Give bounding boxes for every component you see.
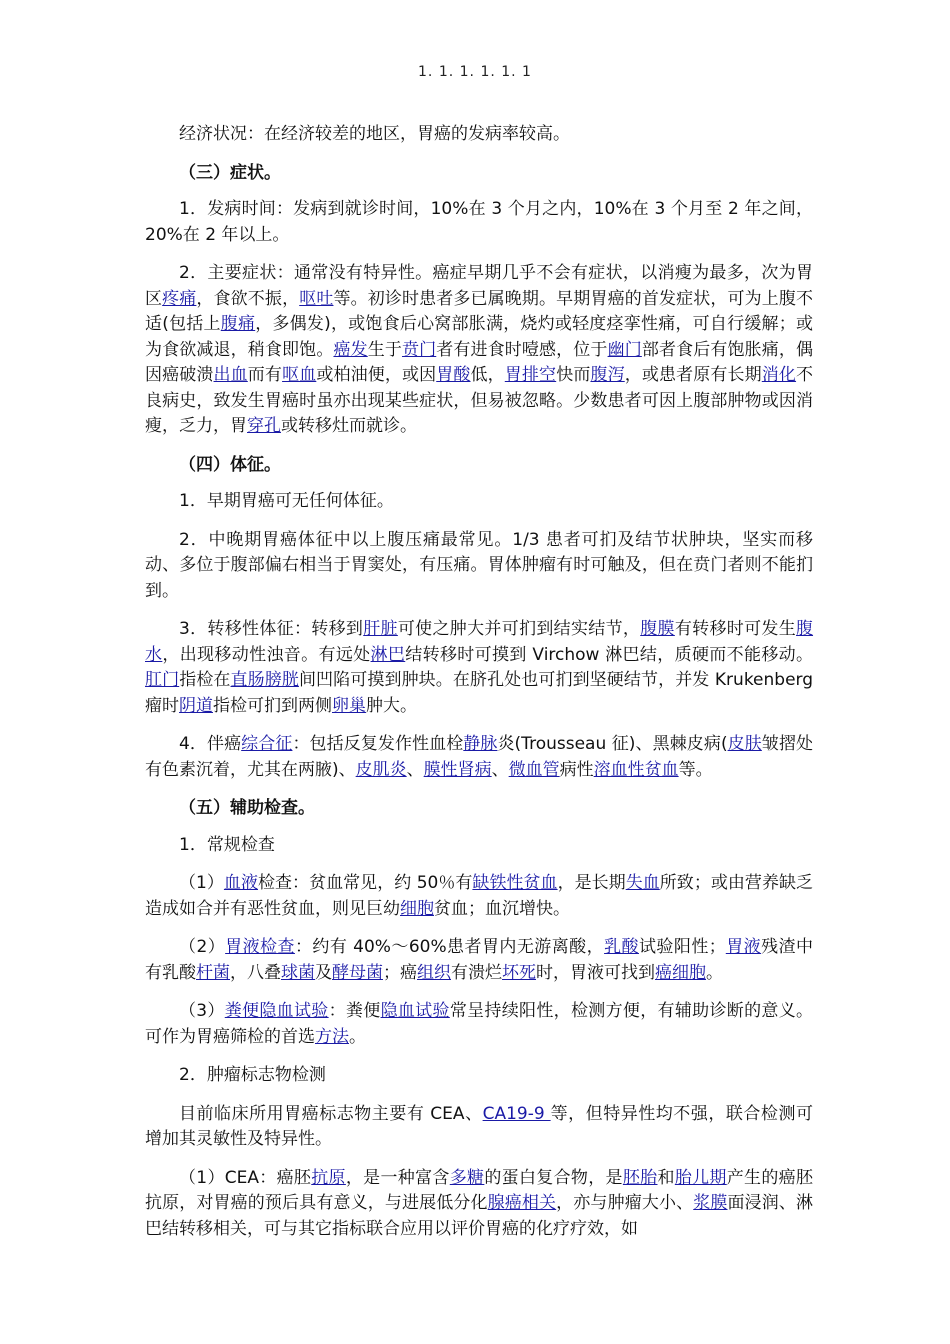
text-run: （3） (179, 1001, 225, 1021)
term-link[interactable]: 出血 (213, 365, 248, 385)
text-run: ，是长期 (557, 873, 626, 893)
term-link[interactable]: 组织 (417, 962, 451, 983)
text-run: 肿大。 (366, 695, 417, 716)
text-run: 试验阳性； (638, 937, 726, 957)
text-run: 或转移灶而就诊。 (281, 416, 417, 436)
text-run: 病性 (559, 759, 594, 780)
text-run: 3．转移性体征：转移到 (179, 619, 364, 639)
text-run: （五）辅助检查。 (179, 798, 315, 818)
term-link[interactable]: 胃液检查 (225, 937, 295, 957)
term-link[interactable]: 酵母菌 (332, 962, 383, 983)
text-run: ，出现移动性浊音。有远处 (162, 644, 371, 665)
term-link[interactable]: 缺铁性贫血 (472, 873, 558, 893)
term-link[interactable]: 抗原 (311, 1167, 346, 1188)
text-run: 时，胃液可找到 (536, 962, 655, 983)
term-link[interactable]: 隐血试验 (380, 1001, 450, 1021)
paragraph (145, 1166, 813, 1243)
term-link[interactable]: 贲门 (401, 339, 437, 360)
text-run: 和 (657, 1167, 675, 1188)
term-link[interactable]: 癌发 (333, 339, 368, 360)
paragraph (145, 122, 813, 148)
section-heading (145, 796, 813, 822)
text-run: 贫血；血沉增快。 (434, 898, 570, 919)
text-run: 、 (406, 759, 424, 780)
text-run: 2．中晚期胃癌体征中以上腹压痛最常见。1/3 患者可扪及结节状肿块，坚实而移动、多位于腹部偏右相当于胃窦处，有压痛。胃体肿瘤有时可触及，但在贲门者则不能扪到。 (145, 529, 813, 601)
text-run: 所致；或由营养缺乏造成如合并有恶性贫血，则见巨幼 (145, 873, 814, 919)
text-run: 指检在 (179, 670, 231, 690)
term-link[interactable]: 浆膜 (693, 1193, 728, 1213)
text-run: 4．伴癌 (179, 734, 242, 754)
term-link[interactable]: 胚胎 (622, 1167, 658, 1188)
text-run: 而有 (247, 365, 283, 385)
text-run: （2） (179, 937, 226, 957)
text-run: 1．常规检查 (179, 834, 275, 855)
text-run: 者有进食时噎感，位于 (436, 339, 608, 360)
term-link[interactable]: 卵巢 (332, 695, 366, 716)
text-run: 。 (349, 1026, 366, 1047)
text-run: （1）CEA：癌胚 (179, 1167, 312, 1188)
term-link[interactable]: CA19-9 (482, 1103, 551, 1124)
term-link[interactable]: 胃液 (725, 937, 762, 957)
text-run: ，或患者原有长期 (624, 365, 762, 385)
text-run: 1．早期胃癌可无任何体征。 (179, 491, 394, 511)
term-link[interactable]: 粪便隐血试验 (224, 1001, 329, 1021)
text-run: ：约有 40%～60%患者胃内无游离酸， (294, 937, 605, 957)
term-link[interactable]: 球菌 (281, 962, 315, 983)
text-run: 2．肿瘤标志物检测 (179, 1065, 326, 1085)
term-link[interactable]: 肛门 (145, 670, 180, 690)
paragraph (145, 617, 813, 719)
text-run: 残渣中有乳酸 (145, 937, 814, 983)
document-body (145, 122, 813, 1255)
text-run: 1．发病时间：发病到就诊时间，10%在 3 个月之内，10%在 3 个月至 2 年之间，20%在 2 年以上。 (145, 199, 813, 245)
text-run: 、 (491, 759, 509, 780)
text-run: （1） (179, 873, 224, 893)
text-run: 等，但特异性均不强，联合检测可增加其灵敏性及特异性。 (145, 1103, 813, 1149)
term-link[interactable]: 直肠膀胱 (230, 670, 299, 690)
term-link[interactable]: 阴道 (179, 695, 213, 716)
paragraph (145, 528, 813, 605)
text-run: 快而 (556, 365, 591, 385)
text-run: 指检可扪到两侧 (213, 695, 332, 716)
term-link[interactable]: 呕血 (282, 365, 317, 385)
term-link[interactable]: 皮肤 (727, 734, 762, 754)
text-run: 2．主要症状：通常没有特异性。癌症早期几乎不会有症状，以消瘦为最多，次为胃区 (145, 263, 813, 309)
term-link[interactable]: 静脉 (463, 734, 498, 754)
term-link[interactable]: 细胞 (400, 898, 434, 919)
term-link[interactable]: 癌细胞 (655, 962, 706, 983)
term-link[interactable]: 腹水 (145, 619, 814, 665)
text-run: ，亦与肿瘤大小、 (556, 1193, 694, 1213)
term-link[interactable]: 坏死 (502, 962, 536, 983)
text-run: 不良病史，致发生胃癌时虽亦出现某些症状，但易被忽略。少数患者可因上腹部肿物或因消瘦，乏力，胃 (145, 365, 814, 436)
term-link[interactable]: 呕吐 (299, 288, 334, 309)
term-link[interactable]: 综合征 (241, 734, 293, 754)
text-run: 炎(Trousseau 征)、黑棘皮病( (497, 734, 728, 754)
text-run: 及 (315, 962, 332, 983)
text-run: 部者食后有饱胀痛，偶因癌破溃 (145, 339, 814, 385)
text-run: ，多偶发)，或饱食后心窝部胀满，烧灼或轻度痉挛性痛，可自行缓解；或为食欲减退，稍食即饱。 (145, 314, 813, 360)
section-heading (145, 161, 813, 187)
term-link[interactable]: 腹泻 (590, 365, 625, 385)
text-run: 等。初诊时患者多已属晚期。早期胃癌的首发症状，可为上腹不适(包括上 (145, 288, 814, 334)
paragraph (145, 489, 813, 515)
text-run: 经济状况：在经济较差的地区，胃癌的发病率较高。 (179, 124, 570, 144)
paragraph (145, 732, 813, 783)
text-run: 的蛋白复合物，是 (484, 1167, 623, 1188)
paragraph (145, 833, 813, 859)
text-run: 有转移时可发生 (674, 619, 797, 639)
term-link[interactable]: 失血 (625, 873, 660, 893)
text-run: ，八叠 (230, 962, 281, 983)
term-link[interactable]: 杆菌 (196, 962, 230, 983)
term-link[interactable]: 胃排空 (504, 365, 557, 385)
text-run: 常呈持续阳性，检测方便，有辅助诊断的意义。可作为胃癌筛检的首选 (145, 1001, 814, 1047)
text-run: （三）症状。 (179, 162, 281, 183)
paragraph (145, 871, 813, 922)
paragraph (145, 1102, 813, 1153)
text-run: 目前临床所用胃癌标志物主要有 CEA、 (179, 1103, 483, 1124)
text-run: ：粪便 (328, 1001, 381, 1021)
paragraph (145, 935, 813, 986)
text-run: 低， (470, 365, 505, 385)
term-link[interactable]: 多糖 (449, 1167, 485, 1188)
text-run: 生于 (367, 339, 402, 360)
text-run: ，食欲不振， (196, 288, 300, 309)
term-link[interactable]: 幽门 (607, 339, 642, 360)
term-link[interactable]: 腹痛 (220, 314, 256, 334)
term-link[interactable]: 肝脏 (363, 619, 398, 639)
term-link[interactable]: 疼痛 (162, 288, 197, 309)
term-link[interactable]: 溶血性贫血 (593, 759, 679, 780)
text-run: ；癌 (383, 962, 417, 983)
text-run: 可使之肿大并可扪到结实结节， (397, 619, 641, 639)
text-run: 间凹陷可摸到肿块。在脐孔处也可扪到坚硬结节，并发 Krukenberg 瘤时 (145, 670, 814, 716)
text-run: ，是一种富含 (345, 1167, 450, 1188)
text-run: 有溃烂 (451, 962, 502, 983)
term-link[interactable]: 淋巴 (370, 644, 406, 665)
text-run: 皱摺处有色素沉着，尤其在两腋)、 (145, 734, 814, 780)
term-link[interactable]: 微血管 (508, 759, 560, 780)
paragraph (145, 999, 813, 1050)
page-header: 1. 1. 1. 1. 1. 1 (418, 64, 532, 80)
term-link[interactable]: 腺癌相关 (487, 1193, 557, 1213)
text-run: 产生的癌胚抗原，对胃癌的预后具有意义，与进展低分化 (145, 1167, 813, 1213)
term-link[interactable]: 胎儿期 (674, 1167, 727, 1188)
term-link[interactable]: 方法 (315, 1026, 349, 1047)
text-run: ：包括反复发作性血栓 (292, 734, 464, 754)
term-link[interactable]: 皮肌炎 (355, 759, 407, 780)
term-link[interactable]: 血液 (223, 873, 258, 893)
paragraph (145, 197, 813, 248)
text-run: 检查：贫血常见，约 50％有 (257, 873, 473, 893)
term-link[interactable]: 胃酸 (436, 365, 471, 385)
text-run: 或柏油便，或因 (316, 365, 437, 385)
term-link[interactable]: 穿孔 (247, 416, 281, 436)
text-run: 结转移时可摸到 Virchow 淋巴结，质硬而不能移动。 (405, 644, 814, 665)
term-link[interactable]: 腹膜 (640, 619, 675, 639)
section-heading (145, 453, 813, 479)
text-run: 等。 (678, 759, 713, 780)
paragraph (145, 1063, 813, 1089)
text-run: 面浸润、淋巴结转移相关，可与其它指标联合应用以评价胃癌的化疗疗效，如 (145, 1193, 814, 1239)
term-link[interactable]: 乳酸 (604, 937, 639, 957)
term-link[interactable]: 膜性肾病 (423, 759, 492, 780)
paragraph (145, 261, 813, 440)
text-run: 。 (706, 962, 723, 983)
text-run: （四）体征。 (179, 454, 281, 475)
term-link[interactable]: 消化 (761, 365, 797, 385)
